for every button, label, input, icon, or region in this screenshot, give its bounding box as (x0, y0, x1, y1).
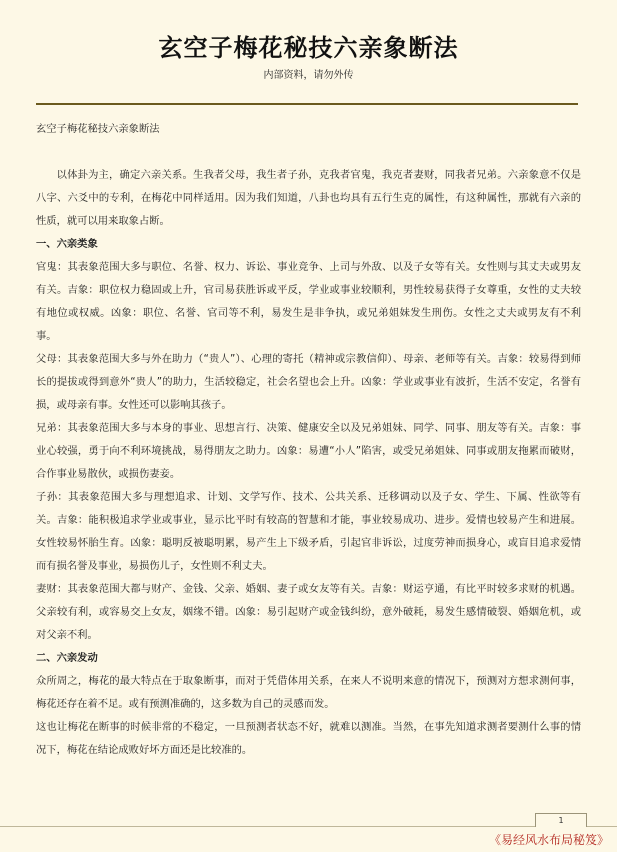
section-heading-liuqin-fadong: 二、六亲发动 (36, 652, 98, 664)
section-heading-liuqin-leixiang: 一、六亲类象 (36, 238, 98, 250)
page-number: 1 (535, 813, 587, 827)
footer-brand: 《易经风水布局秘笈》 (488, 833, 609, 847)
paragraph-qicai: 妻财：其表象范围大都与财产、金钱、父亲、婚姻、妻子或女友等有关。吉象：财运亨通，有比平时较多求财的机遇。父亲较有利，或容易交上女友，姻缘不错。凶象：易引起财产或金钱纠纷，意外破耗，易发生感情破裂、婚姻危机，或对父亲不利。 (36, 583, 581, 641)
paragraph-fadong-2: 这也让梅花在断事的时候非常的不稳定，一旦预测者状态不好，就难以测准。当然，在事先知道求测者要测什么事的情况下，梅花在结论成败好坏方面还是比较准的。 (36, 721, 581, 756)
header-divider (36, 103, 578, 105)
paragraph-fadong-1: 众所周之，梅花的最大特点在于取象断事，而对于凭借体用关系，在来人不说明来意的情况下，预测对方想求测何事，梅花还存在着不足。或有预测准确的，这多数为自己的灵感而发。 (36, 675, 581, 710)
paragraph-zisun: 子孙：其表象范围大多与理想追求、计划、文学写作、技术、公共关系、迁移调动以及子女、学生、下属、性欲等有关。吉象：能积极追求学业或事业，显示比平时有较高的智慧和才能，事业较易成功、进步。爱情也较易产生和进展。女性较易怀胎生育。凶象：聪明反被聪明累，易产生上下级矛盾，引起官非诉讼，过度劳神而损身心，或盲目追求爱情而有损名誉及事业，易损伤儿子，女性则不利丈夫。 (36, 491, 581, 572)
page-title: 玄空子梅花秘技六亲象断法 (158, 34, 459, 62)
paragraph-guanshi: 官鬼：其表象范围大多与职位、名誉、权力、诉讼、事业竞争、上司与外敌、以及子女等有关。女性则与其丈夫或男友有关。吉象：职位权力稳固或上升，官司易获胜诉或平反，学业或事业较顺利，男性较易获得子女尊重，女性的丈夫较有地位或权威。凶象：职位、名誉、官司等不利，易发生是非争执，或兄弟姐妹发生刑伤。女性之丈夫或男友有不利事。 (36, 261, 581, 342)
document-body (36, 118, 581, 762)
page-subtitle: 内部资料，请勿外传 (263, 70, 354, 81)
paragraph-fumu: 父母：其表象范围大多与外在助力（“贵人”）、心理的寄托（精神或宗教信仰）、母亲、老师等有关。吉象：较易得到师长的提拔或得到意外“贵人”的助力，生活较稳定，社会名望也会上升。凶象：学业或事业有波折，生活不安定，名誉有损，或母亲有事。女性还可以影响其孩子。 (36, 353, 581, 411)
paragraph-xiongdi: 兄弟：其表象范围大多与本身的事业、思想言行、决策、健康安全以及兄弟姐妹、同学、同事、朋友等有关。吉象：事业心较强，勇于向不利环境挑战，易得朋友之助力。凶象：易遭“小人”陷害，或受兄弟姐妹、同事或朋友拖累而破财，合作事业易散伙，或损伤妻妾。 (36, 422, 581, 480)
intro-paragraph: 以体卦为主，确定六亲关系。生我者父母，我生者子孙，克我者官鬼，我克者妻财，同我者兄弟。六亲象意不仅是八字、六爻中的专利，在梅花中同样适用。因为我们知道，八卦也均具有五行生克的属性，有这种属性，那就有六亲的性质，就可以用来取象占断。 (36, 169, 581, 227)
document-heading: 玄空子梅花秘技六亲象断法 (36, 123, 160, 135)
footer-divider (0, 826, 617, 827)
